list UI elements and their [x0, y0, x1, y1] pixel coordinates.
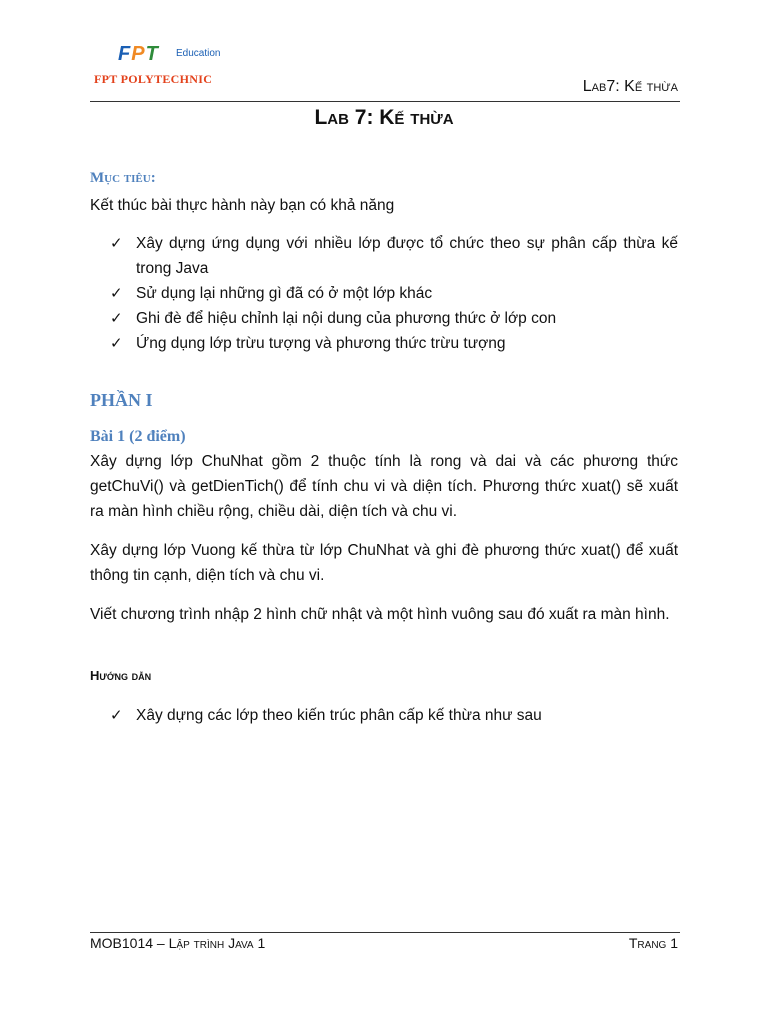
fpt-logo — [92, 40, 232, 90]
check-icon: ✓ — [110, 235, 123, 252]
page-number: Trang 1 — [628, 935, 678, 951]
page-title: Lab 7: Kế thừa — [314, 106, 454, 129]
header-divider — [90, 101, 680, 102]
list-item: ✓ Xây dựng ứng dụng với nhiều lớp được tổ chức theo sự phân cấp thừa kế trong Java — [110, 231, 678, 281]
exercise1-paragraph: Xây dựng lớp Vuong kế thừa từ lớp ChuNhat và ghi đè phương thức xuat() để xuất thông tin cạnh, diện tích và chu vi. — [90, 542, 678, 584]
check-icon: ✓ — [110, 285, 123, 302]
check-icon: ✓ — [110, 335, 123, 352]
objectives-list — [110, 231, 678, 356]
list-item: ✓ Xây dựng các lớp theo kiến trúc phân cấp kế thừa như sau — [110, 703, 678, 728]
logo-polytechnic-text: FPT POLYTECHNIC — [94, 72, 213, 86]
list-item: ✓ Sử dụng lại những gì đã có ở một lớp khác — [110, 281, 678, 306]
objectives-intro: Kết thúc bài thực hành này bạn có khả năng — [90, 197, 395, 214]
course-code: MOB1014 – — [90, 935, 169, 951]
logo-education-text: Education — [176, 48, 221, 59]
fpt-logo-mark: FPT — [118, 43, 159, 65]
footer-course — [90, 935, 265, 951]
list-item: ✓ Ghi đè để hiệu chỉnh lại nội dung của phương thức ở lớp con — [110, 306, 678, 331]
course-name: Lập trình Java 1 — [168, 935, 266, 951]
check-icon: ✓ — [110, 707, 123, 724]
header-lab-title: Lab7: Kế thừa — [582, 78, 678, 95]
part1-heading: PHẦN I — [90, 390, 153, 410]
guide-list — [110, 703, 678, 728]
exercise1-heading: Bài 1 (2 điểm) — [90, 428, 186, 445]
check-icon: ✓ — [110, 310, 123, 327]
guide-heading: Hướng dẫn — [90, 668, 152, 683]
exercise1-paragraph: Viết chương trình nhập 2 hình chữ nhật và một hình vuông sau đó xuất ra màn hình. — [90, 606, 670, 623]
footer-divider — [90, 932, 680, 933]
objectives-heading: Mục tiêu: — [90, 170, 156, 186]
exercise1-paragraph: Xây dựng lớp ChuNhat gồm 2 thuộc tính là rong và dai và các phương thức getChuVi() và getDienTich() để tính chu vi và diện tích. Phương thức xuat() sẽ xuất ra màn hình chiều rộng, chiều dài, diện tích và chu vi. — [90, 453, 678, 520]
list-item: ✓ Ứng dụng lớp trừu tượng và phương thức trừu tượng — [110, 331, 678, 356]
